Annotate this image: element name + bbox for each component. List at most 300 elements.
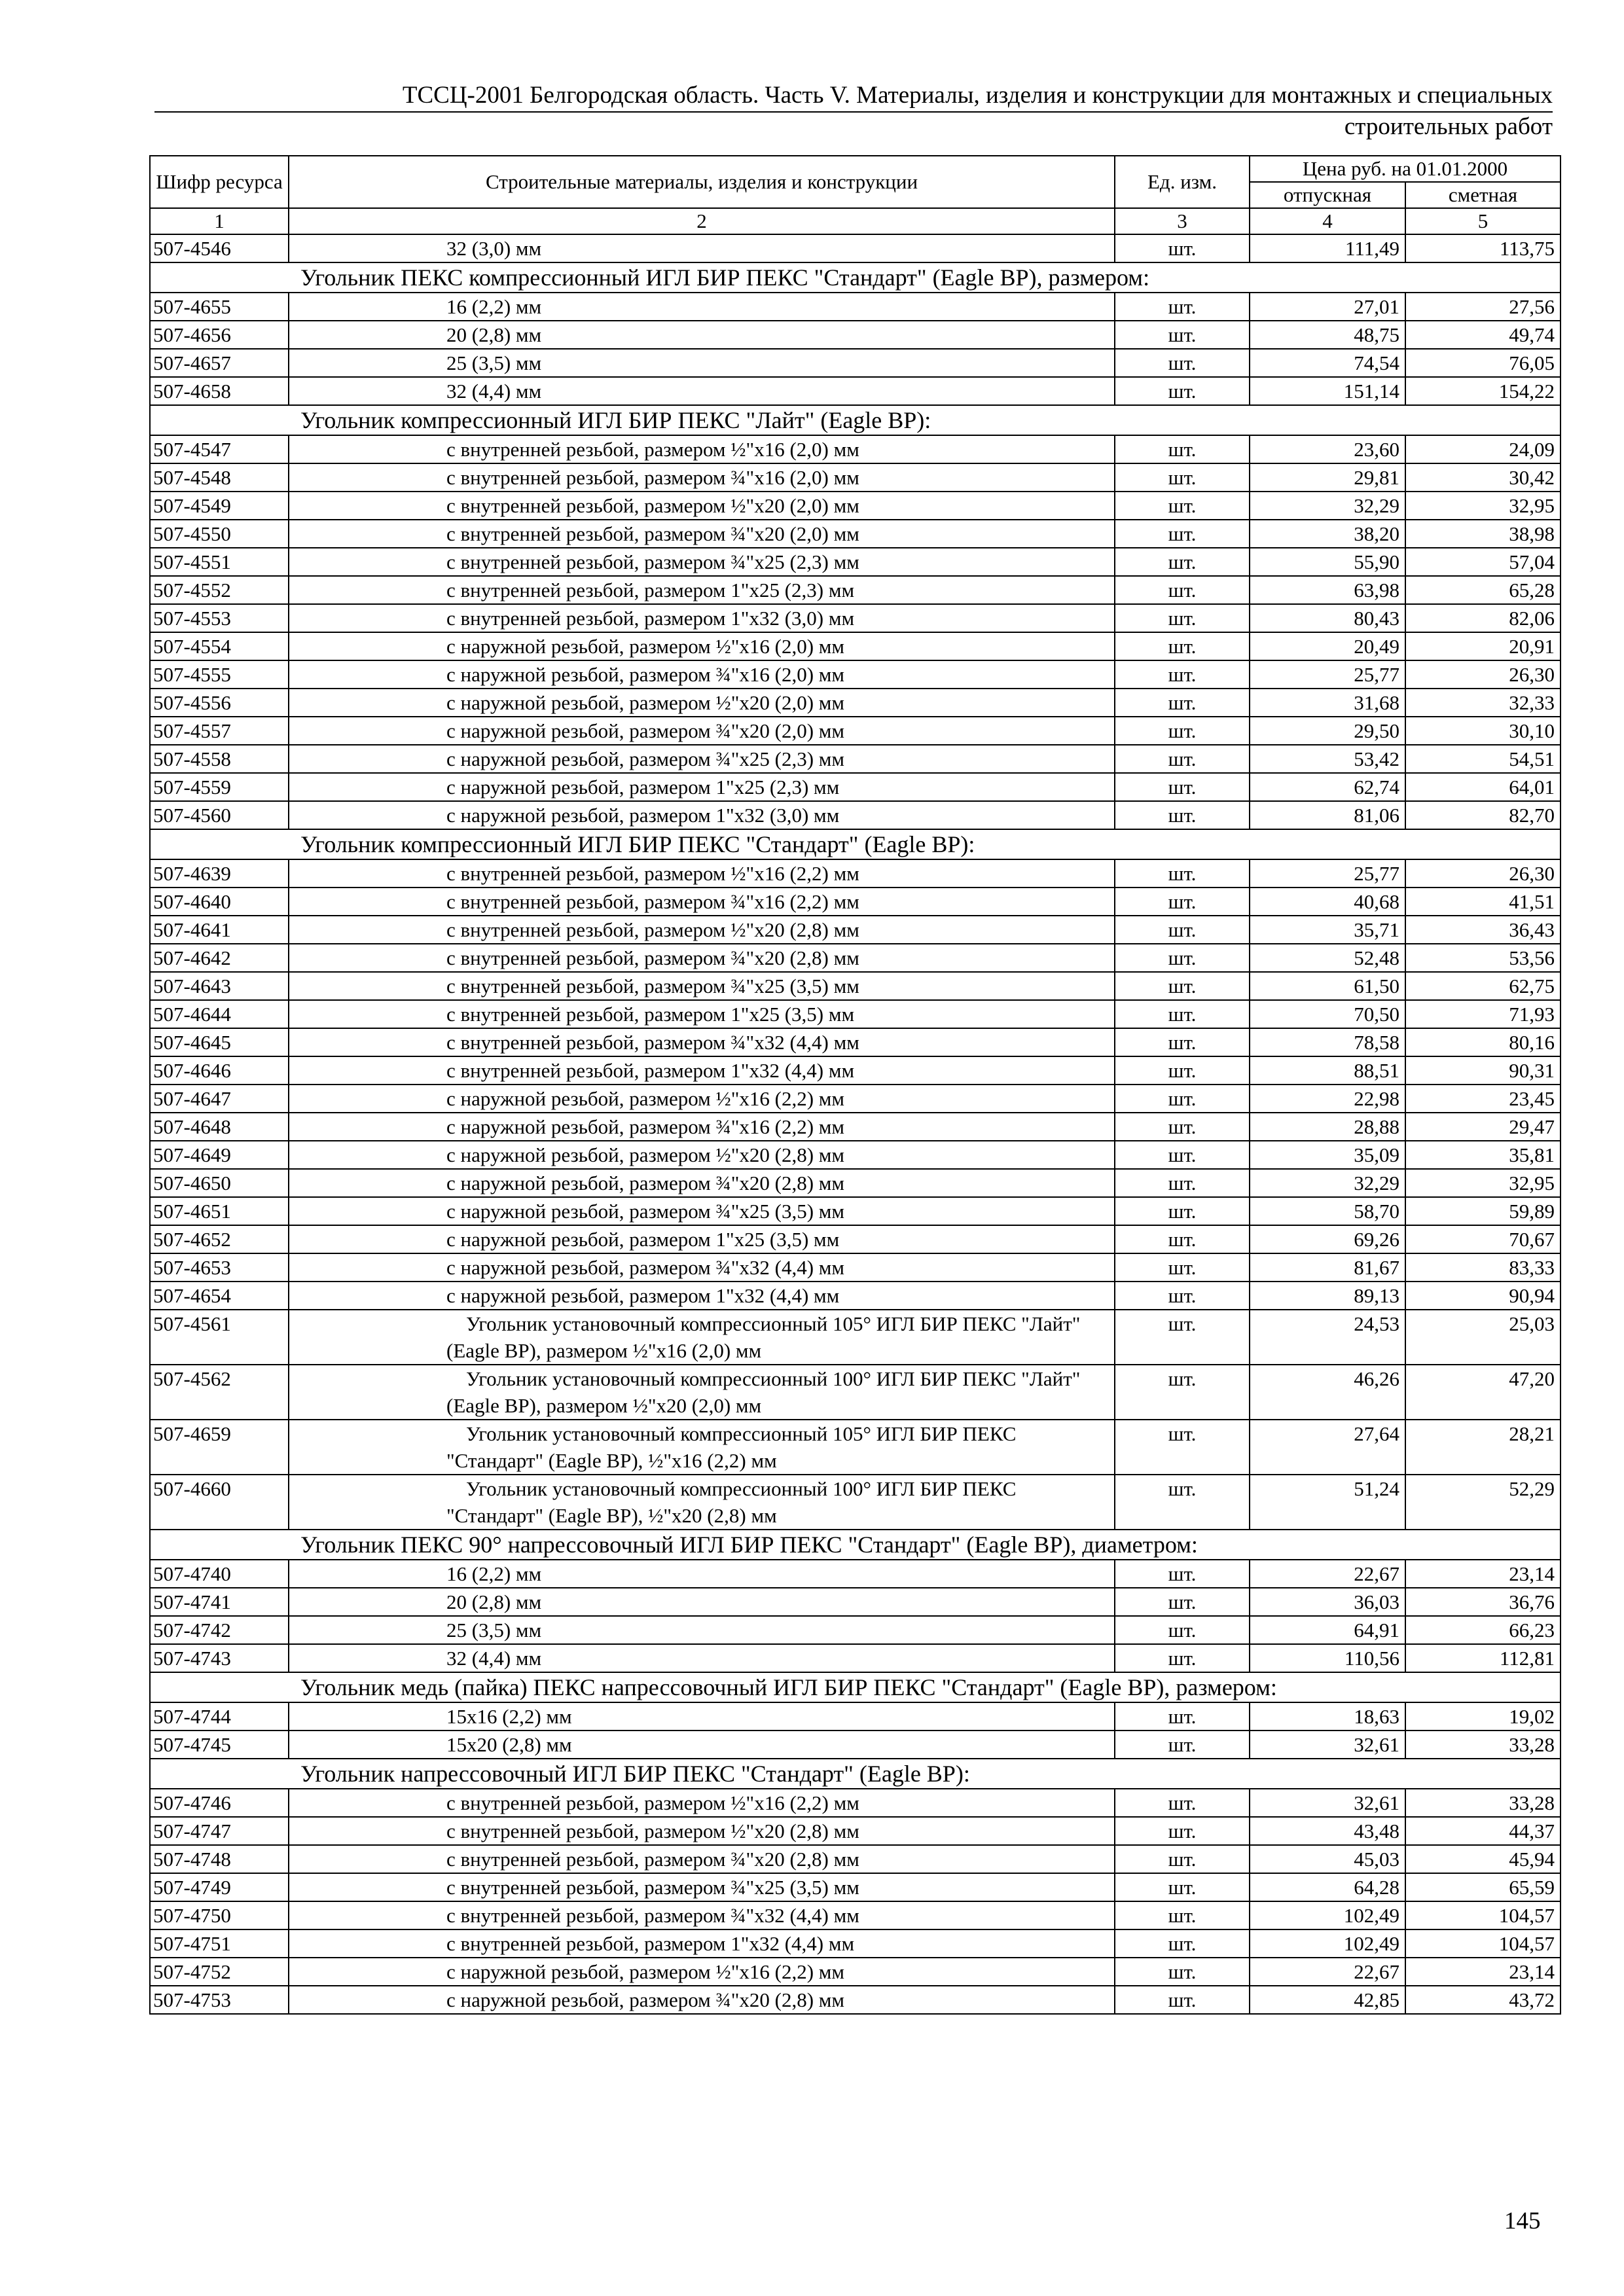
resource-code: 507-4648 bbox=[150, 1113, 289, 1141]
table-row bbox=[150, 916, 1561, 944]
material-name bbox=[289, 1817, 1115, 1845]
material-name-line: с внутренней резьбой, размером ½"x16 (2,0) мм bbox=[446, 438, 859, 461]
material-name-line: с наружной резьбой, размером 1"x25 (2,3) мм bbox=[446, 776, 840, 798]
estimate-price: 112,81 bbox=[1405, 1644, 1561, 1672]
estimate-price: 90,94 bbox=[1405, 1282, 1561, 1310]
release-price: 102,49 bbox=[1250, 1901, 1405, 1929]
group-heading: Угольник ПЕКС 90° напрессовочный ИГЛ БИР ПЕКС "Стандарт" (Eagle BP), диаметром: bbox=[150, 1530, 1561, 1560]
table-row bbox=[150, 1817, 1561, 1845]
unit-of-measure: шт. bbox=[1115, 1000, 1250, 1028]
estimate-price: 52,29 bbox=[1405, 1475, 1561, 1530]
release-price: 29,81 bbox=[1250, 463, 1405, 492]
estimate-price: 76,05 bbox=[1405, 349, 1561, 377]
group-heading-row bbox=[150, 1672, 1561, 1702]
material-name bbox=[289, 1420, 1115, 1475]
unit-of-measure: шт. bbox=[1115, 1588, 1250, 1616]
col-header-estimate: сметная bbox=[1405, 182, 1561, 208]
material-name bbox=[289, 1197, 1115, 1225]
unit-of-measure: шт. bbox=[1115, 773, 1250, 801]
table-row bbox=[150, 1958, 1561, 1986]
estimate-price: 45,94 bbox=[1405, 1845, 1561, 1873]
material-name bbox=[289, 1845, 1115, 1873]
material-name bbox=[289, 463, 1115, 492]
unit-of-measure: шт. bbox=[1115, 1056, 1250, 1085]
table-row bbox=[150, 1845, 1561, 1873]
release-price: 22,67 bbox=[1250, 1560, 1405, 1588]
estimate-price: 80,16 bbox=[1405, 1028, 1561, 1056]
resource-code: 507-4744 bbox=[150, 1702, 289, 1731]
unit-of-measure: шт. bbox=[1115, 1845, 1250, 1873]
unit-of-measure: шт. bbox=[1115, 548, 1250, 576]
estimate-price: 71,93 bbox=[1405, 1000, 1561, 1028]
estimate-price: 29,47 bbox=[1405, 1113, 1561, 1141]
material-name-line: с внутренней резьбой, размером ¾"x25 (3,5) мм bbox=[446, 975, 859, 997]
material-name-line: с наружной резьбой, размером ¾"x20 (2,8) мм bbox=[446, 1172, 845, 1194]
resource-code: 507-4556 bbox=[150, 689, 289, 717]
table-row bbox=[150, 1282, 1561, 1310]
estimate-price: 28,21 bbox=[1405, 1420, 1561, 1475]
estimate-price: 32,95 bbox=[1405, 492, 1561, 520]
unit-of-measure: шт. bbox=[1115, 660, 1250, 689]
table-row bbox=[150, 293, 1561, 321]
material-name bbox=[289, 1085, 1115, 1113]
material-name-line: 32 (3,0) мм bbox=[446, 237, 542, 260]
material-name-line: (Eagle BP), размером ½"x20 (2,0) мм bbox=[446, 1394, 762, 1417]
release-price: 25,77 bbox=[1250, 859, 1405, 888]
material-name bbox=[289, 1253, 1115, 1282]
group-heading-row bbox=[150, 829, 1561, 859]
unit-of-measure: шт. bbox=[1115, 859, 1250, 888]
table-row bbox=[150, 1253, 1561, 1282]
resource-code: 507-4655 bbox=[150, 293, 289, 321]
unit-of-measure: шт. bbox=[1115, 745, 1250, 773]
material-name bbox=[289, 1616, 1115, 1644]
material-name-line: с наружной резьбой, размером 1"x32 (4,4) мм bbox=[446, 1284, 840, 1307]
table-row bbox=[150, 660, 1561, 689]
resource-code: 507-4657 bbox=[150, 349, 289, 377]
release-price: 22,67 bbox=[1250, 1958, 1405, 1986]
material-name bbox=[289, 689, 1115, 717]
unit-of-measure: шт. bbox=[1115, 1560, 1250, 1588]
resource-code: 507-4560 bbox=[150, 801, 289, 829]
resource-code: 507-4651 bbox=[150, 1197, 289, 1225]
table-row bbox=[150, 321, 1561, 349]
release-price: 22,98 bbox=[1250, 1085, 1405, 1113]
unit-of-measure: шт. bbox=[1115, 717, 1250, 745]
resource-code: 507-4557 bbox=[150, 717, 289, 745]
estimate-price: 23,14 bbox=[1405, 1958, 1561, 1986]
estimate-price: 33,28 bbox=[1405, 1731, 1561, 1759]
release-price: 40,68 bbox=[1250, 888, 1405, 916]
unit-of-measure: шт. bbox=[1115, 1702, 1250, 1731]
material-name-line: с внутренней резьбой, размером 1"x32 (4,4) мм bbox=[446, 1932, 855, 1955]
resource-code: 507-4555 bbox=[150, 660, 289, 689]
material-name-line: с наружной резьбой, размером 1"x32 (3,0) мм bbox=[446, 804, 840, 827]
material-name-line: "Стандарт" (Eagle BP), ½"x20 (2,8) мм bbox=[446, 1504, 777, 1527]
unit-of-measure: шт. bbox=[1115, 1958, 1250, 1986]
material-name-line: с внутренней резьбой, размером ½"x20 (2,8) мм bbox=[446, 1820, 859, 1842]
release-price: 32,29 bbox=[1250, 1169, 1405, 1197]
resource-code: 507-4643 bbox=[150, 972, 289, 1000]
group-heading-row bbox=[150, 405, 1561, 435]
table-row bbox=[150, 944, 1561, 972]
release-price: 24,53 bbox=[1250, 1310, 1405, 1365]
material-name-line: с наружной резьбой, размером ½"x16 (2,2) мм bbox=[446, 1087, 845, 1110]
estimate-price: 41,51 bbox=[1405, 888, 1561, 916]
material-name-line: Угольник установочный компрессионный 105° ИГЛ БИР ПЕКС "Лайт" bbox=[466, 1312, 1081, 1335]
release-price: 38,20 bbox=[1250, 520, 1405, 548]
page-number: 145 bbox=[1504, 2208, 1541, 2234]
group-heading: Угольник напрессовочный ИГЛ БИР ПЕКС "Стандарт" (Eagle BP): bbox=[150, 1759, 1561, 1789]
estimate-price: 32,33 bbox=[1405, 689, 1561, 717]
table-row bbox=[150, 548, 1561, 576]
table-row bbox=[150, 801, 1561, 829]
resource-code: 507-4646 bbox=[150, 1056, 289, 1085]
material-name bbox=[289, 1901, 1115, 1929]
price-table bbox=[149, 155, 1561, 2015]
table-row bbox=[150, 1113, 1561, 1141]
resource-code: 507-4658 bbox=[150, 377, 289, 405]
estimate-price: 65,28 bbox=[1405, 576, 1561, 604]
resource-code: 507-4649 bbox=[150, 1141, 289, 1169]
release-price: 43,48 bbox=[1250, 1817, 1405, 1845]
unit-of-measure: шт. bbox=[1115, 435, 1250, 463]
unit-of-measure: шт. bbox=[1115, 888, 1250, 916]
estimate-price: 82,70 bbox=[1405, 801, 1561, 829]
release-price: 80,43 bbox=[1250, 604, 1405, 632]
material-name bbox=[289, 944, 1115, 972]
group-heading: Угольник компрессионный ИГЛ БИР ПЕКС "Стандарт" (Eagle BP): bbox=[150, 829, 1561, 859]
table-row bbox=[150, 745, 1561, 773]
material-name-line: (Eagle BP), размером ½"x16 (2,0) мм bbox=[446, 1339, 762, 1362]
release-price: 64,28 bbox=[1250, 1873, 1405, 1901]
estimate-price: 83,33 bbox=[1405, 1253, 1561, 1282]
release-price: 55,90 bbox=[1250, 548, 1405, 576]
material-name-line: с внутренней резьбой, размером ½"x16 (2,2) мм bbox=[446, 862, 859, 885]
material-name bbox=[289, 859, 1115, 888]
estimate-price: 57,04 bbox=[1405, 548, 1561, 576]
unit-of-measure: шт. bbox=[1115, 576, 1250, 604]
material-name bbox=[289, 1282, 1115, 1310]
release-price: 78,58 bbox=[1250, 1028, 1405, 1056]
material-name-line: с внутренней резьбой, размером ¾"x20 (2,8) мм bbox=[446, 1848, 859, 1871]
material-name-line: 32 (4,4) мм bbox=[446, 380, 542, 403]
unit-of-measure: шт. bbox=[1115, 1253, 1250, 1282]
estimate-price: 23,14 bbox=[1405, 1560, 1561, 1588]
estimate-price: 30,10 bbox=[1405, 717, 1561, 745]
material-name-line: с внутренней резьбой, размером ¾"x32 (4,4) мм bbox=[446, 1904, 859, 1927]
estimate-price: 70,67 bbox=[1405, 1225, 1561, 1253]
release-price: 52,48 bbox=[1250, 944, 1405, 972]
material-name bbox=[289, 773, 1115, 801]
estimate-price: 62,75 bbox=[1405, 972, 1561, 1000]
table-row bbox=[150, 1731, 1561, 1759]
estimate-price: 64,01 bbox=[1405, 773, 1561, 801]
material-name-line: с наружной резьбой, размером ½"x20 (2,8) мм bbox=[446, 1143, 845, 1166]
release-price: 51,24 bbox=[1250, 1475, 1405, 1530]
table-row bbox=[150, 234, 1561, 262]
material-name bbox=[289, 916, 1115, 944]
release-price: 35,09 bbox=[1250, 1141, 1405, 1169]
resource-code: 507-4742 bbox=[150, 1616, 289, 1644]
release-price: 46,26 bbox=[1250, 1365, 1405, 1420]
release-price: 151,14 bbox=[1250, 377, 1405, 405]
resource-code: 507-4659 bbox=[150, 1420, 289, 1475]
material-name bbox=[289, 1731, 1115, 1759]
material-name-line: с внутренней резьбой, размером ¾"x20 (2,0) мм bbox=[446, 522, 859, 545]
release-price: 32,61 bbox=[1250, 1789, 1405, 1817]
material-name-line: с внутренней резьбой, размером ¾"x25 (2,3) мм bbox=[446, 550, 859, 573]
estimate-price: 27,56 bbox=[1405, 293, 1561, 321]
table-row bbox=[150, 1475, 1561, 1530]
release-price: 27,01 bbox=[1250, 293, 1405, 321]
unit-of-measure: шт. bbox=[1115, 1873, 1250, 1901]
resource-code: 507-4647 bbox=[150, 1085, 289, 1113]
resource-code: 507-4751 bbox=[150, 1929, 289, 1958]
unit-of-measure: шт. bbox=[1115, 1310, 1250, 1365]
material-name-line: с внутренней резьбой, размером ½"x20 (2,0) мм bbox=[446, 494, 859, 517]
resource-code: 507-4546 bbox=[150, 234, 289, 262]
material-name bbox=[289, 1929, 1115, 1958]
column-number: 1 bbox=[150, 208, 289, 234]
unit-of-measure: шт. bbox=[1115, 972, 1250, 1000]
table-row bbox=[150, 1141, 1561, 1169]
estimate-price: 43,72 bbox=[1405, 1986, 1561, 2014]
material-name bbox=[289, 888, 1115, 916]
unit-of-measure: шт. bbox=[1115, 1901, 1250, 1929]
resource-code: 507-4746 bbox=[150, 1789, 289, 1817]
material-name bbox=[289, 1873, 1115, 1901]
table-row bbox=[150, 1616, 1561, 1644]
unit-of-measure: шт. bbox=[1115, 520, 1250, 548]
estimate-price: 53,56 bbox=[1405, 944, 1561, 972]
release-price: 29,50 bbox=[1250, 717, 1405, 745]
col-header-name: Строительные материалы, изделия и конструкции bbox=[289, 156, 1115, 208]
group-heading: Угольник ПЕКС компрессионный ИГЛ БИР ПЕКС "Стандарт" (Eagle BP), размером: bbox=[150, 262, 1561, 293]
material-name bbox=[289, 520, 1115, 548]
resource-code: 507-4753 bbox=[150, 1986, 289, 2014]
table-row bbox=[150, 888, 1561, 916]
resource-code: 507-4653 bbox=[150, 1253, 289, 1282]
column-number: 3 bbox=[1115, 208, 1250, 234]
table-row bbox=[150, 1789, 1561, 1817]
material-name-line: 20 (2,8) мм bbox=[446, 1590, 542, 1613]
column-number: 2 bbox=[289, 208, 1115, 234]
resource-code: 507-4552 bbox=[150, 576, 289, 604]
material-name-line: с внутренней резьбой, размером ¾"x20 (2,8) мм bbox=[446, 946, 859, 969]
material-name-line: с внутренней резьбой, размером ½"x16 (2,2) мм bbox=[446, 1791, 859, 1814]
resource-code: 507-4747 bbox=[150, 1817, 289, 1845]
table-row bbox=[150, 576, 1561, 604]
unit-of-measure: шт. bbox=[1115, 916, 1250, 944]
resource-code: 507-4639 bbox=[150, 859, 289, 888]
material-name bbox=[289, 1113, 1115, 1141]
release-price: 81,06 bbox=[1250, 801, 1405, 829]
material-name bbox=[289, 548, 1115, 576]
material-name bbox=[289, 1475, 1115, 1530]
resource-code: 507-4749 bbox=[150, 1873, 289, 1901]
col-header-release: отпускная bbox=[1250, 182, 1405, 208]
material-name-line: Угольник установочный компрессионный 100° ИГЛ БИР ПЕКС "Лайт" bbox=[466, 1367, 1081, 1390]
release-price: 102,49 bbox=[1250, 1929, 1405, 1958]
table-row bbox=[150, 1365, 1561, 1420]
running-header bbox=[154, 81, 1553, 141]
material-name bbox=[289, 1789, 1115, 1817]
material-name bbox=[289, 492, 1115, 520]
resource-code: 507-4652 bbox=[150, 1225, 289, 1253]
table-row bbox=[150, 1588, 1561, 1616]
table-row bbox=[150, 463, 1561, 492]
material-name bbox=[289, 1225, 1115, 1253]
estimate-price: 25,03 bbox=[1405, 1310, 1561, 1365]
column-number: 5 bbox=[1405, 208, 1561, 234]
material-name bbox=[289, 576, 1115, 604]
estimate-price: 36,43 bbox=[1405, 916, 1561, 944]
release-price: 74,54 bbox=[1250, 349, 1405, 377]
release-price: 63,98 bbox=[1250, 576, 1405, 604]
release-price: 62,74 bbox=[1250, 773, 1405, 801]
estimate-price: 36,76 bbox=[1405, 1588, 1561, 1616]
material-name-line: с наружной резьбой, размером ½"x20 (2,0) мм bbox=[446, 691, 845, 714]
table-row bbox=[150, 1225, 1561, 1253]
resource-code: 507-4549 bbox=[150, 492, 289, 520]
material-name-line: с внутренней резьбой, размером 1"x32 (3,0) мм bbox=[446, 607, 855, 630]
unit-of-measure: шт. bbox=[1115, 689, 1250, 717]
resource-code: 507-4548 bbox=[150, 463, 289, 492]
table-row bbox=[150, 859, 1561, 888]
col-header-unit: Ед. изм. bbox=[1115, 156, 1250, 208]
release-price: 111,49 bbox=[1250, 234, 1405, 262]
unit-of-measure: шт. bbox=[1115, 1986, 1250, 2014]
estimate-price: 26,30 bbox=[1405, 859, 1561, 888]
material-name-line: с наружной резьбой, размером ¾"x32 (4,4) мм bbox=[446, 1256, 845, 1279]
material-name-line: 25 (3,5) мм bbox=[446, 1619, 542, 1641]
material-name bbox=[289, 717, 1115, 745]
unit-of-measure: шт. bbox=[1115, 1731, 1250, 1759]
release-price: 27,64 bbox=[1250, 1420, 1405, 1475]
table-row bbox=[150, 773, 1561, 801]
material-name-line: с внутренней резьбой, размером ¾"x16 (2,2) мм bbox=[446, 890, 859, 913]
estimate-price: 65,59 bbox=[1405, 1873, 1561, 1901]
estimate-price: 26,30 bbox=[1405, 660, 1561, 689]
material-name bbox=[289, 632, 1115, 660]
material-name bbox=[289, 1560, 1115, 1588]
material-name-line: с внутренней резьбой, размером ¾"x32 (4,4) мм bbox=[446, 1031, 859, 1054]
material-name-line: 15x16 (2,2) мм bbox=[446, 1705, 572, 1728]
material-name-line: с наружной резьбой, размером ½"x16 (2,0) мм bbox=[446, 635, 845, 658]
unit-of-measure: шт. bbox=[1115, 1644, 1250, 1672]
table-row bbox=[150, 1901, 1561, 1929]
material-name bbox=[289, 1588, 1115, 1616]
material-name-line: с наружной резьбой, размером ¾"x16 (2,0) мм bbox=[446, 663, 845, 686]
estimate-price: 35,81 bbox=[1405, 1141, 1561, 1169]
estimate-price: 104,57 bbox=[1405, 1901, 1561, 1929]
material-name bbox=[289, 1310, 1115, 1365]
material-name-line: 20 (2,8) мм bbox=[446, 323, 542, 346]
release-price: 70,50 bbox=[1250, 1000, 1405, 1028]
material-name bbox=[289, 321, 1115, 349]
unit-of-measure: шт. bbox=[1115, 1817, 1250, 1845]
material-name-line: с внутренней резьбой, размером 1"x25 (3,5) мм bbox=[446, 1003, 855, 1026]
unit-of-measure: шт. bbox=[1115, 234, 1250, 262]
unit-of-measure: шт. bbox=[1115, 1475, 1250, 1530]
material-name bbox=[289, 660, 1115, 689]
release-price: 32,61 bbox=[1250, 1731, 1405, 1759]
col-header-price: Цена руб. на 01.01.2000 bbox=[1250, 156, 1561, 182]
table-row bbox=[150, 435, 1561, 463]
estimate-price: 24,09 bbox=[1405, 435, 1561, 463]
resource-code: 507-4551 bbox=[150, 548, 289, 576]
release-price: 88,51 bbox=[1250, 1056, 1405, 1085]
resource-code: 507-4752 bbox=[150, 1958, 289, 1986]
resource-code: 507-4743 bbox=[150, 1644, 289, 1672]
release-price: 110,56 bbox=[1250, 1644, 1405, 1672]
unit-of-measure: шт. bbox=[1115, 604, 1250, 632]
table-row bbox=[150, 1056, 1561, 1085]
unit-of-measure: шт. bbox=[1115, 377, 1250, 405]
resource-code: 507-4741 bbox=[150, 1588, 289, 1616]
release-price: 18,63 bbox=[1250, 1702, 1405, 1731]
estimate-price: 38,98 bbox=[1405, 520, 1561, 548]
table-row bbox=[150, 1000, 1561, 1028]
material-name bbox=[289, 1365, 1115, 1420]
resource-code: 507-4641 bbox=[150, 916, 289, 944]
group-heading: Угольник компрессионный ИГЛ БИР ПЕКС "Лайт" (Eagle BP): bbox=[150, 405, 1561, 435]
unit-of-measure: шт. bbox=[1115, 1789, 1250, 1817]
material-name bbox=[289, 377, 1115, 405]
table-row bbox=[150, 1986, 1561, 2014]
material-name-line: 16 (2,2) мм bbox=[446, 295, 542, 318]
estimate-price: 104,57 bbox=[1405, 1929, 1561, 1958]
group-heading-row bbox=[150, 1759, 1561, 1789]
material-name-line: 25 (3,5) мм bbox=[446, 351, 542, 374]
estimate-price: 30,42 bbox=[1405, 463, 1561, 492]
release-price: 32,29 bbox=[1250, 492, 1405, 520]
table-row bbox=[150, 1197, 1561, 1225]
unit-of-measure: шт. bbox=[1115, 463, 1250, 492]
resource-code: 507-4654 bbox=[150, 1282, 289, 1310]
release-price: 35,71 bbox=[1250, 916, 1405, 944]
material-name bbox=[289, 801, 1115, 829]
resource-code: 507-4748 bbox=[150, 1845, 289, 1873]
material-name-line: 16 (2,2) мм bbox=[446, 1562, 542, 1585]
material-name bbox=[289, 604, 1115, 632]
unit-of-measure: шт. bbox=[1115, 1085, 1250, 1113]
estimate-price: 32,95 bbox=[1405, 1169, 1561, 1197]
resource-code: 507-4740 bbox=[150, 1560, 289, 1588]
material-name bbox=[289, 1000, 1115, 1028]
unit-of-measure: шт. bbox=[1115, 801, 1250, 829]
table-header-row bbox=[150, 156, 1561, 182]
table-row bbox=[150, 689, 1561, 717]
table-row bbox=[150, 1169, 1561, 1197]
material-name bbox=[289, 293, 1115, 321]
release-price: 69,26 bbox=[1250, 1225, 1405, 1253]
unit-of-measure: шт. bbox=[1115, 321, 1250, 349]
material-name bbox=[289, 1986, 1115, 2014]
material-name-line: "Стандарт" (Eagle BP), ½"x16 (2,2) мм bbox=[446, 1449, 777, 1472]
material-name bbox=[289, 349, 1115, 377]
material-name-line: с наружной резьбой, размером 1"x25 (3,5) мм bbox=[446, 1228, 840, 1251]
material-name bbox=[289, 1056, 1115, 1085]
estimate-price: 82,06 bbox=[1405, 604, 1561, 632]
col-header-code: Шифр ресурса bbox=[150, 156, 289, 208]
header-title-line2: строительных работ bbox=[1344, 113, 1553, 140]
resource-code: 507-4650 bbox=[150, 1169, 289, 1197]
unit-of-measure: шт. bbox=[1115, 1113, 1250, 1141]
material-name-line: Угольник установочный компрессионный 100° ИГЛ БИР ПЕКС bbox=[466, 1477, 1017, 1500]
unit-of-measure: шт. bbox=[1115, 1141, 1250, 1169]
